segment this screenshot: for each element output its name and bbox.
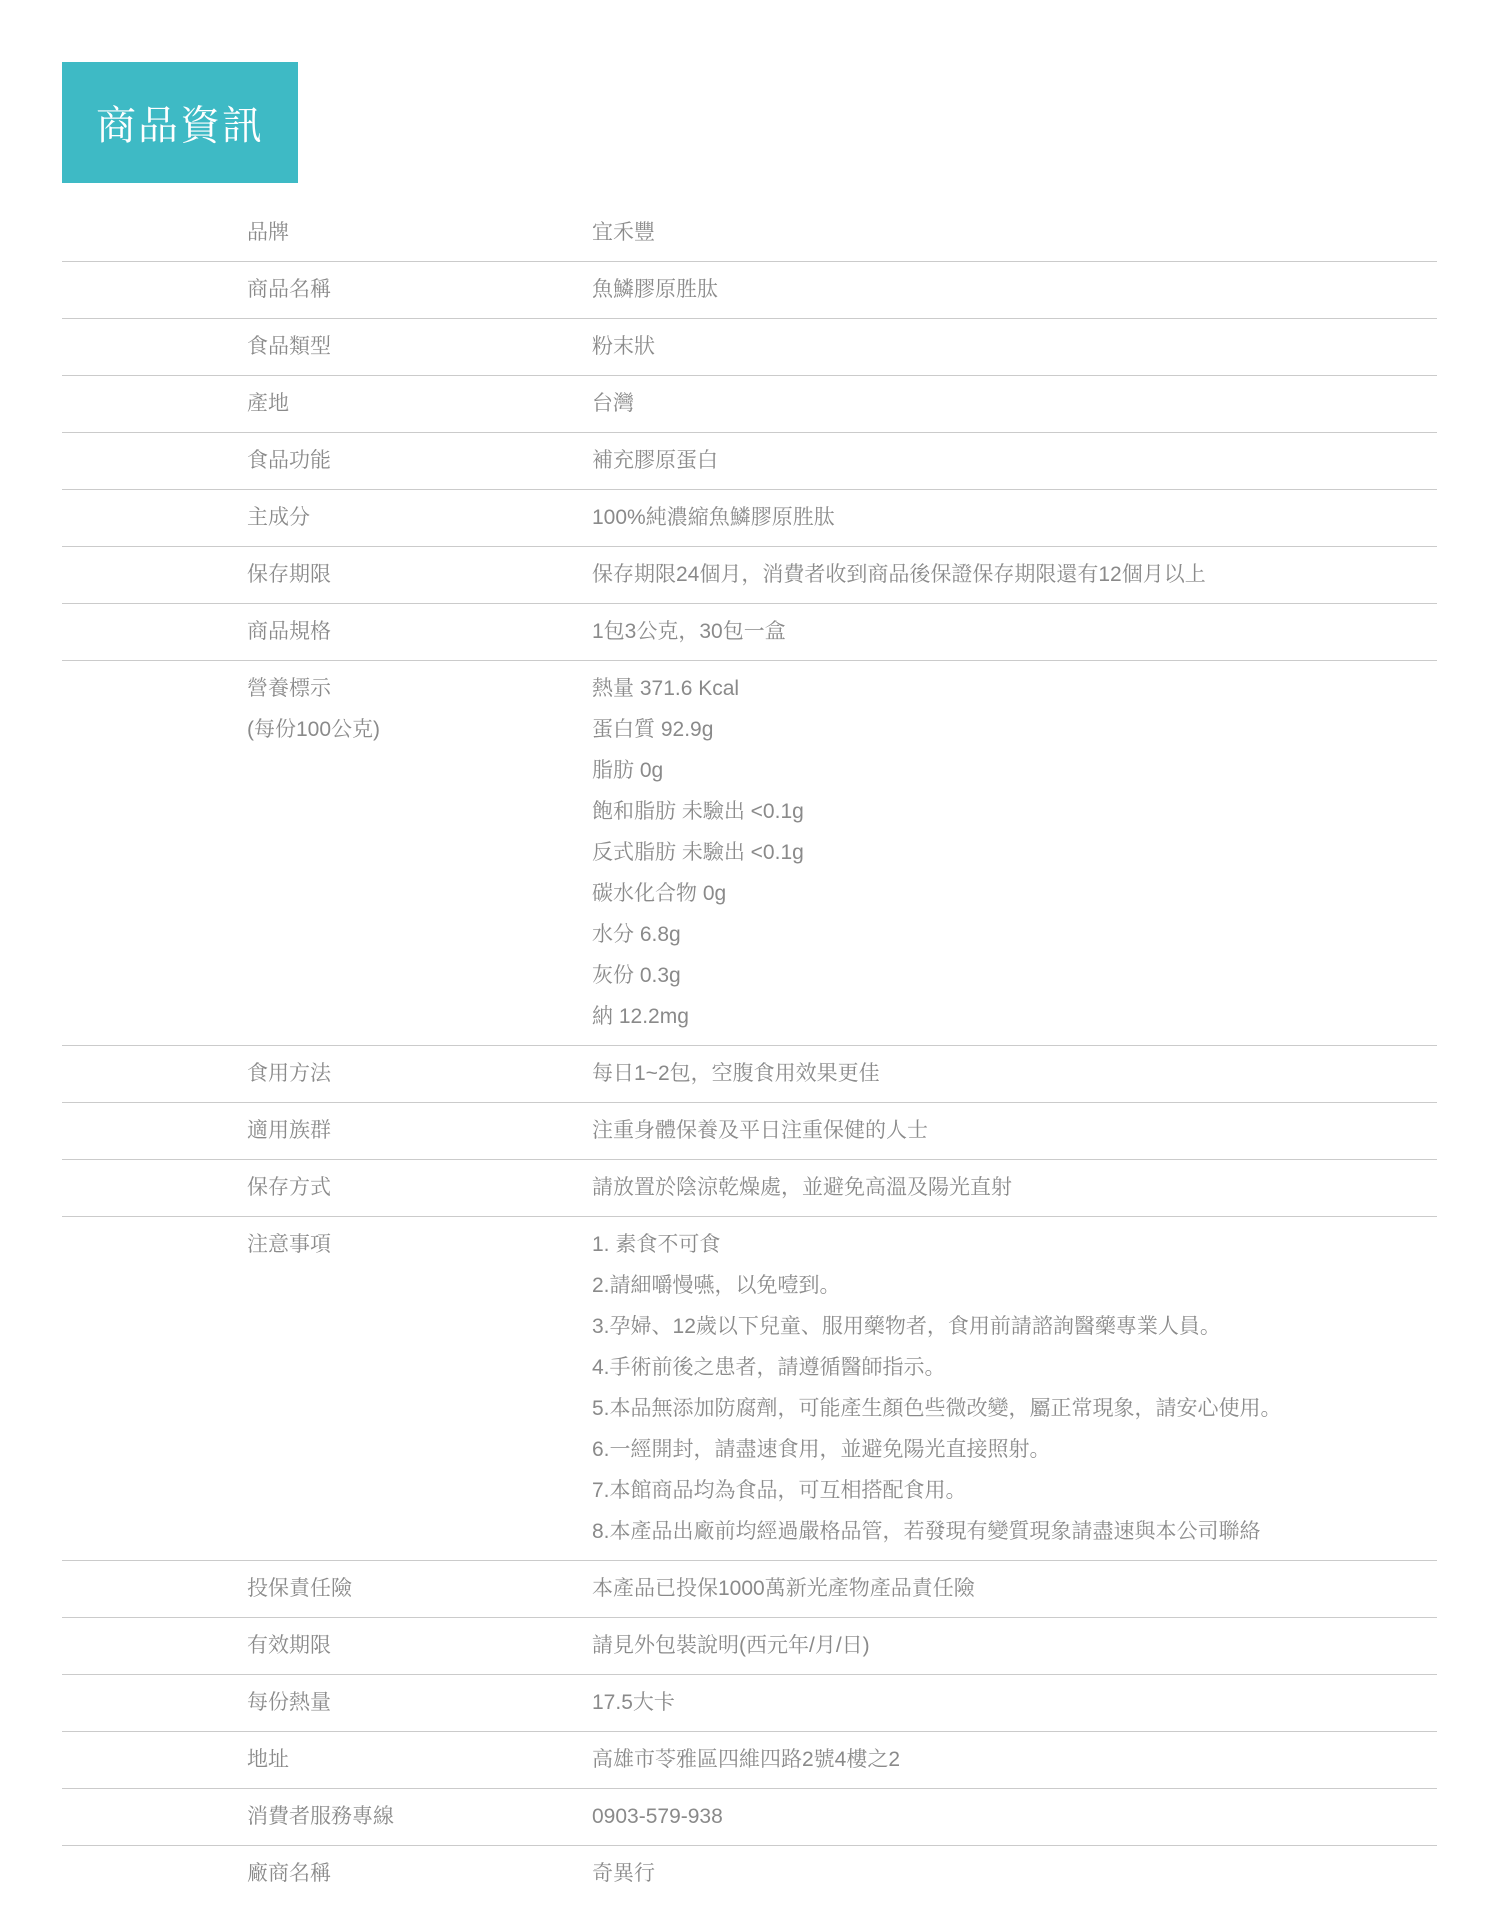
row-value-line: 請放置於陰涼乾燥處，並避免高溫及陽光直射 (592, 1176, 1012, 1199)
row-value-column (592, 269, 1437, 310)
table-row (62, 262, 1437, 319)
row-value-column (592, 1110, 1437, 1151)
row-value-line: 保存期限24個月，消費者收到商品後保證保存期限還有12個月以上 (592, 563, 1206, 586)
table-row (62, 1103, 1437, 1160)
table-row (62, 1160, 1437, 1217)
table-row (62, 547, 1437, 604)
row-label-column (247, 1796, 592, 1837)
table-row (62, 1217, 1437, 1561)
row-label-column (247, 326, 592, 367)
row-label-column (247, 1739, 592, 1780)
row-value-line: 8.本產品出廠前均經過嚴格品管，若發現有變質現象請盡速與本公司聯絡 (592, 1520, 1261, 1543)
row-value-line: 粉末狀 (592, 335, 655, 358)
row-value-line: 7.本館商品均為食品，可互相搭配食用。 (592, 1479, 967, 1502)
row-label-column (247, 1224, 592, 1265)
row-value-line: 熱量 371.6 Kcal (592, 677, 740, 700)
row-label-column (247, 212, 592, 253)
row-value-line: 反式脂肪 未驗出 <0.1g (592, 841, 804, 864)
row-label: 投保責任險 (247, 1577, 352, 1600)
row-label-column (247, 1682, 592, 1723)
row-label-column (247, 440, 592, 481)
row-value-line: 脂肪 0g (592, 759, 664, 782)
row-value-line: 6.一經開封，請盡速食用，並避免陽光直接照射。 (592, 1438, 1051, 1461)
row-value-line: 台灣 (592, 392, 634, 415)
row-label: 保存期限 (247, 563, 331, 586)
row-value-column (592, 440, 1437, 481)
row-value-line: 碳水化合物 0g (592, 882, 727, 905)
row-value-line: 每日1~2包，空腹食用效果更佳 (592, 1062, 880, 1085)
table-row (62, 1789, 1437, 1846)
product-info-table (62, 205, 1437, 1902)
row-value-column (592, 497, 1437, 538)
row-sublabel: (每份100公克) (247, 718, 381, 741)
table-row (62, 1675, 1437, 1732)
row-value-line: 魚鱗膠原胜肽 (592, 278, 718, 301)
row-value-column (592, 611, 1437, 652)
row-label: 產地 (247, 392, 289, 415)
row-label-column (247, 1853, 592, 1894)
table-row (62, 376, 1437, 433)
table-row (62, 319, 1437, 376)
row-label: 食用方法 (247, 1062, 331, 1085)
row-label: 營養標示 (247, 677, 331, 700)
row-label-column (247, 1568, 592, 1609)
row-value-line: 3.孕婦、12歲以下兒童、服用藥物者，食用前請諮詢醫藥專業人員。 (592, 1315, 1221, 1338)
row-label-column (247, 497, 592, 538)
row-value-line: 2.請細嚼慢嚥，以免噎到。 (592, 1274, 841, 1297)
table-row (62, 1732, 1437, 1789)
row-value-line: 灰份 0.3g (592, 964, 681, 987)
table-row (62, 1561, 1437, 1618)
row-label: 消費者服務專線 (247, 1805, 394, 1828)
row-label: 有效期限 (247, 1634, 331, 1657)
row-value-line: 1. 素食不可食 (592, 1233, 721, 1256)
row-label: 商品名稱 (247, 278, 331, 301)
row-value-line: 本產品已投保1000萬新光產物產品責任險 (592, 1577, 975, 1600)
row-value-line: 高雄市苓雅區四維四路2號4樓之2 (592, 1748, 901, 1771)
row-value-line: 1包3公克，30包一盒 (592, 620, 786, 643)
row-label-column (247, 383, 592, 424)
row-value-line: 100%純濃縮魚鱗膠原胜肽 (592, 506, 835, 529)
section-header-badge (62, 62, 298, 183)
row-value-column (592, 1568, 1437, 1609)
row-label: 適用族群 (247, 1119, 331, 1142)
row-label: 商品規格 (247, 620, 331, 643)
row-value-column (592, 554, 1437, 595)
row-value-line: 宜禾豐 (592, 221, 655, 244)
section-title: 商品資訊 (96, 103, 264, 148)
row-value-line: 蛋白質 92.9g (592, 718, 714, 741)
row-value-column (592, 1053, 1437, 1094)
table-row (62, 661, 1437, 1046)
table-row (62, 604, 1437, 661)
row-value-column (592, 1739, 1437, 1780)
row-value-line: 4.手術前後之患者，請遵循醫師指示。 (592, 1356, 946, 1379)
table-row (62, 205, 1437, 262)
row-value-line: 注重身體保養及平日注重保健的人士 (592, 1119, 928, 1142)
row-label-column (247, 554, 592, 595)
row-label-column (247, 1053, 592, 1094)
row-value-line: 請見外包裝說明(西元年/月/日) (592, 1634, 870, 1657)
row-label: 食品功能 (247, 449, 331, 472)
table-row (62, 433, 1437, 490)
table-row (62, 1618, 1437, 1675)
row-label: 廠商名稱 (247, 1862, 331, 1885)
row-value-column (592, 326, 1437, 367)
row-label: 保存方式 (247, 1176, 331, 1199)
row-label: 主成分 (247, 506, 310, 529)
row-label-column (247, 611, 592, 652)
row-value-line: 奇異行 (592, 1862, 655, 1885)
row-value-line: 納 12.2mg (592, 1005, 689, 1028)
row-value-column (592, 383, 1437, 424)
row-value-column (592, 1796, 1437, 1837)
row-value-line: 補充膠原蛋白 (592, 449, 718, 472)
row-label-column (247, 1625, 592, 1666)
row-value-column (592, 1853, 1437, 1894)
row-label-column (247, 668, 592, 750)
row-value-column (592, 1682, 1437, 1723)
row-value-column (592, 1224, 1437, 1552)
table-row (62, 490, 1437, 547)
row-label-column (247, 269, 592, 310)
row-label: 食品類型 (247, 335, 331, 358)
row-label: 每份熱量 (247, 1691, 331, 1714)
row-label-column (247, 1167, 592, 1208)
row-label: 地址 (247, 1748, 289, 1771)
row-value-column (592, 212, 1437, 253)
row-value-line: 5.本品無添加防腐劑，可能產生顏色些微改變，屬正常現象，請安心使用。 (592, 1397, 1282, 1420)
row-value-column (592, 668, 1437, 1037)
row-value-line: 0903-579-938 (592, 1805, 723, 1828)
row-label: 品牌 (247, 221, 289, 244)
row-value-column (592, 1625, 1437, 1666)
row-value-line: 飽和脂肪 未驗出 <0.1g (592, 800, 804, 823)
row-label-column (247, 1110, 592, 1151)
row-value-line: 17.5大卡 (592, 1691, 675, 1714)
row-label: 注意事項 (247, 1233, 331, 1256)
row-value-column (592, 1167, 1437, 1208)
table-row (62, 1846, 1437, 1902)
table-row (62, 1046, 1437, 1103)
row-value-line: 水分 6.8g (592, 923, 681, 946)
